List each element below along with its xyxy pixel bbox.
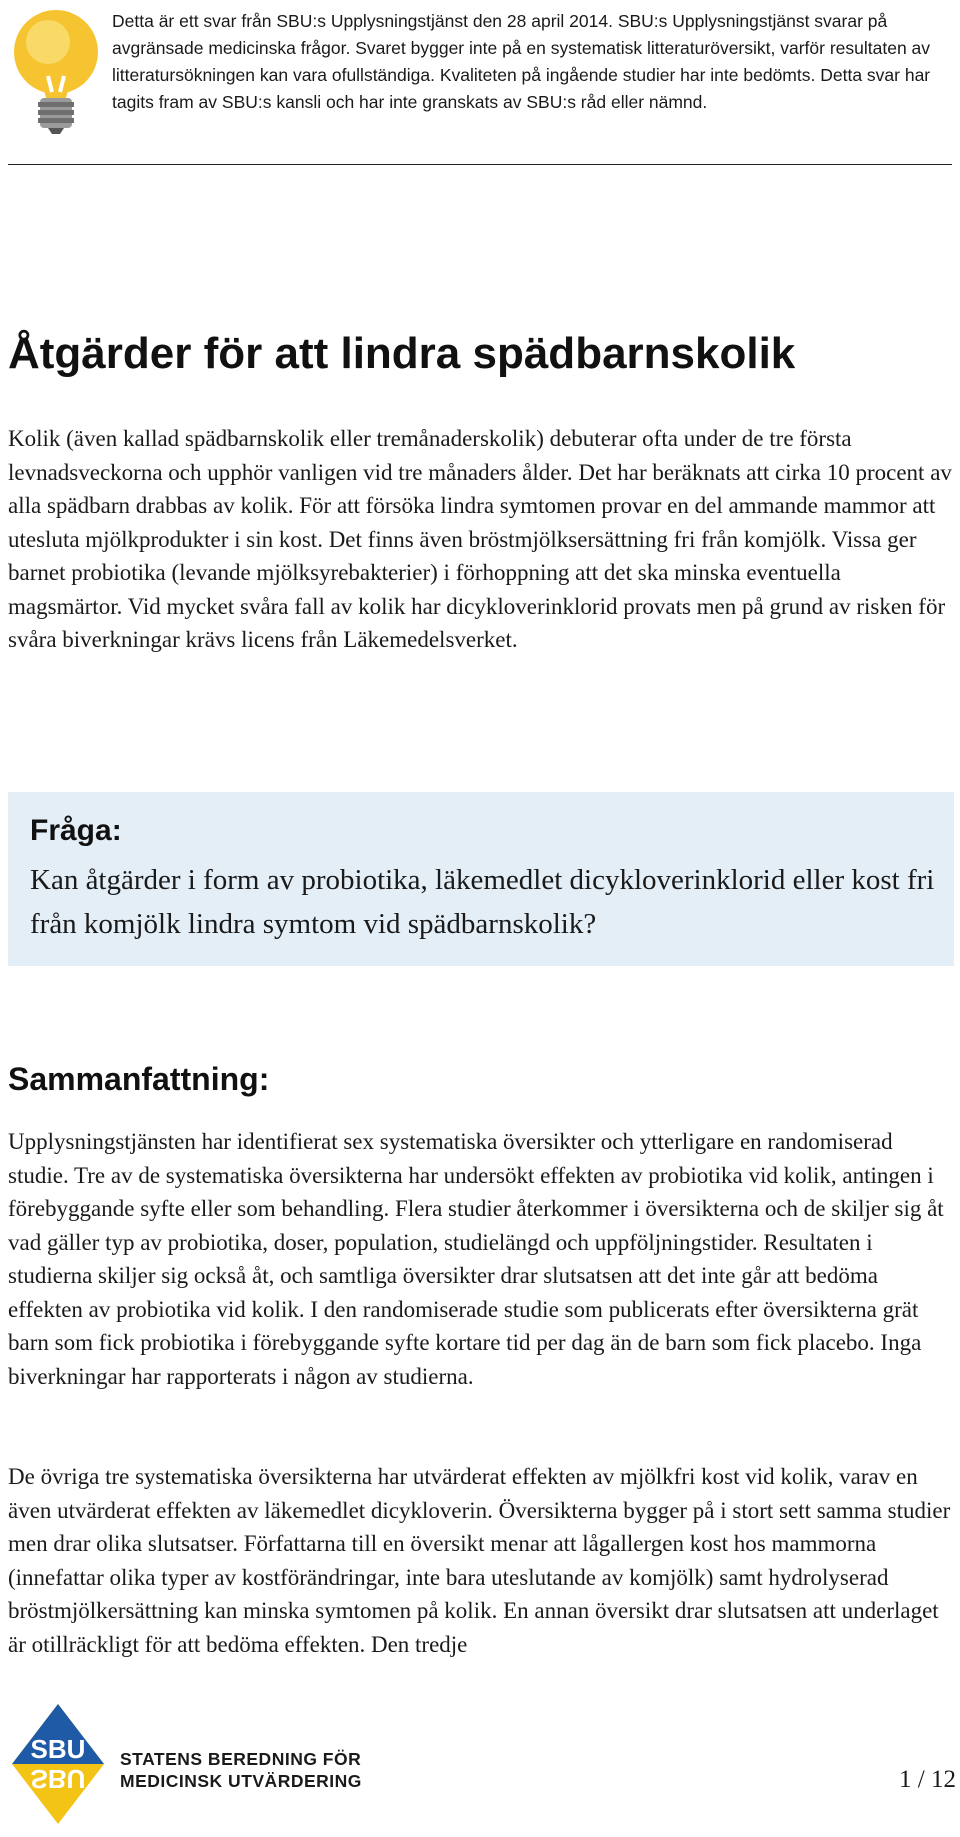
disclaimer-text: Detta är ett svar från SBU:s Upplysningstjänst den 28 april 2014. SBU:s Upplysningstjänst svarar på avgränsade medicinska frågor. Svaret bygger inte på en systematisk litteraturöversikt, varför resultaten av litteratursökningen kan vara ofullständiga. Kvaliteten på ingående studier har inte bedömts. Detta svar har tagits fram av SBU:s kansli och har inte granskats av SBU:s råd eller nämnd.: [112, 11, 931, 112]
summary-paragraph: De övriga tre systematiska översikterna har utvärderat effekten av mjölkfri kost vid kolik, varav en även utvärderat effekten av läkemedlet dicykloverin. Översikterna bygger på i stort sett samma studier men drar olika slutsatser. Författarna till en översikt menar att lågallergen kost hos mammorna (innefattar olika typer av kostförändringar, inte bara uteslutande av komjölk) samt hydrolyserad bröstmjölkersättning kan minska symtomen på kolik. En annan översikt drar slutsatsen att underlaget är otillräckligt för att bedöma effekten. Den tredje: [8, 1464, 951, 1657]
page-number: 1 / 12: [899, 1766, 956, 1793]
question-heading: Fråga:: [30, 814, 122, 847]
logo-text: SBU: [30, 1734, 86, 1764]
question-box: [8, 792, 954, 966]
sbu-logo: [8, 1700, 108, 1830]
disclaimer-header: [8, 4, 960, 164]
organization-name: [120, 1748, 362, 1792]
summary-paragraph: Upplysningstjänsten har identifierat sex systematiska översikter och ytterligare en randomiserad studie. Tre av de systematiska översikterna har undersökt effekten av probiotika vid kolik, antingen i förebyggande syfte eller som behandling. Flera studier återkommer i översikterna och de skiljer sig åt vad gäller typ av probiotika, doser, population, studielängd och uppföljningstider. Resultaten i studierna skiljer sig också åt, och samtliga översikter drar slutsatsen att det inte går att bedöma effekten av probiotika vid kolik. I den randomiserade studie som publicerats efter översikterna grät barn som fick probiotika i förebyggande syfte kortare tid per dag än de barn som fick placebo. Inga biverkningar har rapporterats i någon av studierna.: [8, 1129, 944, 1389]
header-divider: [8, 164, 952, 165]
intro-paragraph: Kolik (även kallad spädbarnskolik eller tremånaderskolik) debuterar ofta under de tre första levnadsveckorna och upphör vanligen vid tre månaders ålder. Det har beräknats att cirka 10 procent av alla spädbarn drabbas av kolik. För att försöka lindra symtomen provar en del ammande mammor att utesluta mjölkprodukter i sin kost. Det finns även bröstmjölksersättning fri från komjölk. Vissa ger barnet probiotika (levande mjölksyrebakterier) i förhoppning att det ska minska eventuella magsmärtor. Vid mycket svåra fall av kolik har dicykloverinklorid provats men på grund av risken för svåra biverkningar krävs licens från Läkemedelsverket.: [8, 426, 952, 652]
summary-heading: Sammanfattning:: [8, 1061, 270, 1097]
org-line: MEDICINSK UTVÄRDERING: [120, 1771, 362, 1791]
page-title: Åtgärder för att lindra spädbarnskolik: [8, 329, 796, 378]
logo-mirror: SBU: [30, 1764, 86, 1794]
org-line: STATENS BEREDNING FÖR: [120, 1749, 362, 1769]
footer: [0, 1700, 960, 1837]
lightbulb-icon: [10, 6, 102, 136]
question-text: Kan åtgärder i form av probiotika, läkemedlet dicykloverinklorid eller kost fri från komjölk lindra symtom vid spädbarnskolik?: [30, 864, 935, 940]
